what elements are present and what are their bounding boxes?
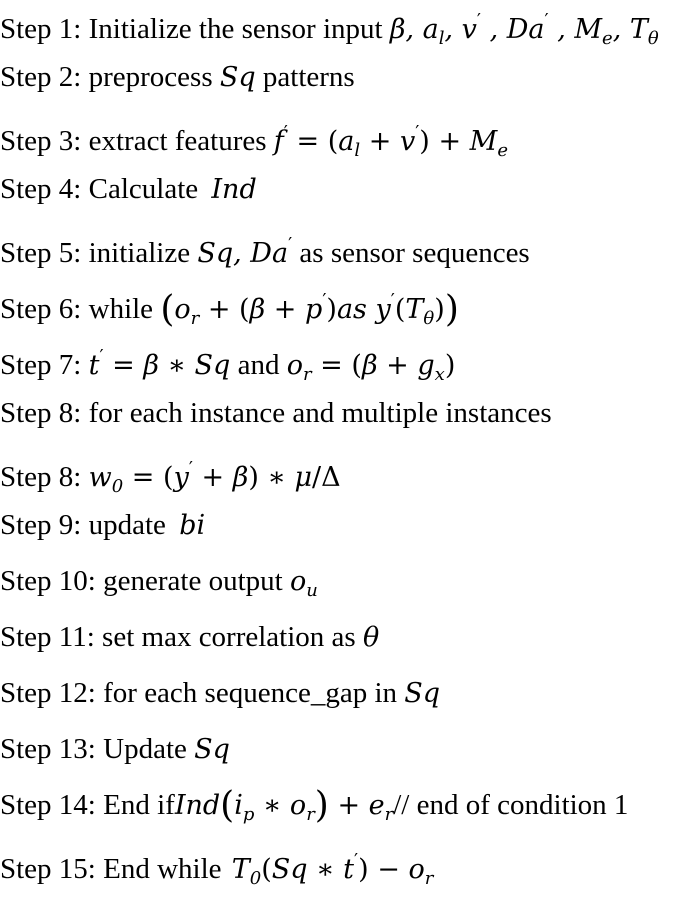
step-label: Step 15: (0, 853, 96, 885)
step-label: Step 4: (0, 173, 82, 205)
step-formula: Sq (194, 734, 230, 765)
step-label: Step 8: (0, 397, 82, 429)
step-formula: θ (362, 622, 380, 653)
step-text: generate output (103, 565, 283, 597)
step-formula: Ind (211, 174, 257, 205)
step-15 (0, 841, 434, 889)
step-text: Initialize the sensor input (88, 13, 383, 45)
step-11 (0, 617, 379, 657)
step-text: while (88, 293, 154, 325)
step-formula: $Ind(i_p$ ∗ $o_r) + e_r$ (174, 785, 394, 826)
step-label: Step 11: (0, 621, 95, 653)
step-13 (0, 729, 230, 769)
step-12 (0, 673, 440, 713)
step-formula: $T_0(Sq$ ∗ $t') - o_r$ (231, 850, 434, 889)
step-formula: bi (179, 510, 206, 541)
step-text: extract features (88, 125, 267, 157)
step-text: for each instance and multiple instances (88, 397, 552, 429)
step-8b (0, 449, 341, 497)
step-text: update (88, 509, 166, 541)
step-formula: Sq (404, 678, 441, 709)
step-6 (0, 281, 459, 330)
step-label: Step 13: (0, 733, 96, 765)
step-label: Step 10: (0, 565, 96, 597)
step-text-mid: and (237, 349, 280, 381)
step-3 (0, 113, 508, 161)
step-formula: $w_0 = (y' + \beta)$ ∗ μ/Δ (88, 458, 341, 497)
step-label: Step 1: (0, 13, 82, 45)
step-text: Update (103, 733, 187, 765)
step-label: Step 3: (0, 125, 82, 157)
step-14 (0, 785, 628, 825)
step-5 (0, 225, 530, 269)
step-1 (0, 1, 659, 49)
step-text-after: as sensor sequences (299, 237, 530, 269)
step-text: initialize (88, 237, 191, 269)
step-text: set max correlation as (102, 621, 356, 653)
step-text-after: patterns (262, 61, 355, 93)
step-4 (0, 169, 257, 209)
step-label: Step 12: (0, 677, 96, 709)
step-formula: $f' = (a_l + v') + M_e$ (273, 122, 508, 161)
step-text-after: // end of condition 1 (393, 789, 629, 821)
step-text: for each sequence_gap in (103, 677, 398, 709)
step-formula: Sq (219, 62, 256, 93)
step-text: preprocess (88, 61, 213, 93)
step-8a (0, 393, 552, 433)
step-formula: β, $a_l$, v′ , Da′ , $M_e$, $T_\theta$ (389, 10, 659, 49)
step-10 (0, 561, 318, 601)
step-label: Step 5: (0, 237, 82, 269)
step-formula-2: $o_r = (\beta + g_x)$ (286, 350, 456, 385)
step-label: Step 14: (0, 789, 96, 821)
step-formula: $o_u$ (289, 566, 318, 601)
step-label: Step 7: (0, 349, 82, 381)
step-7 (0, 337, 456, 385)
step-label: Step 2: (0, 61, 82, 93)
step-label: Step 8: (0, 461, 82, 493)
step-formula: ($o_r + (\beta + p')as$ $y'(T_\theta)$) (160, 289, 459, 330)
step-text: Calculate (88, 173, 199, 205)
step-2 (0, 57, 355, 97)
step-formula: Sq, Da′ (197, 234, 293, 269)
step-formula-1: t′ = β ∗ Sq (88, 346, 231, 381)
step-text: End while (103, 853, 222, 885)
step-text: End if (103, 789, 175, 821)
step-9 (0, 505, 205, 545)
step-label: Step 9: (0, 509, 82, 541)
step-label: Step 6: (0, 293, 82, 325)
